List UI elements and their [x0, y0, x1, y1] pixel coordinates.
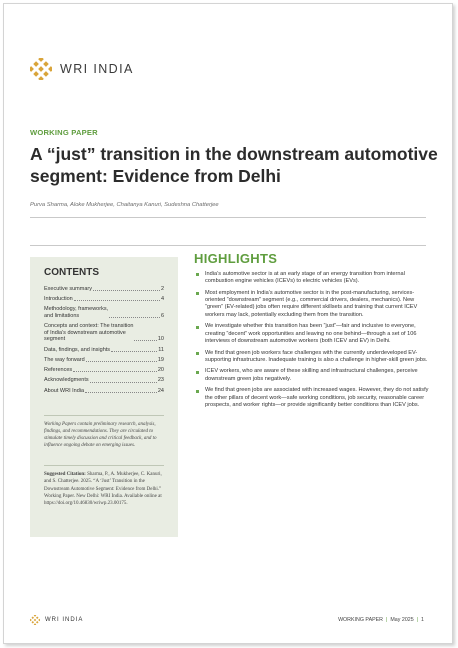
highlight-item: We find that green jobs are associated with increased wages. However, they do not satisfy the other pillars of decent work—safe working conditions, job security, reasonable career prospects, and worker rights—or provide significantly better conditions than ICEV jobs. [194, 387, 432, 409]
highlight-item: Most employment in India’s automotive sector is in the post-manufacturing, services-oriented “downstream” segment (e.g., commercial drivers, dealers, mechanics). New “green” (EV-related) jobs often require different skillsets and training that current ICEV workers may lack, potentially excluding them from the transition. [194, 290, 432, 319]
footer-org-name: WRI INDIA [45, 617, 84, 623]
toc-item[interactable]: Acknowledgments 23 [44, 377, 164, 384]
highlight-item: India’s automotive sector is at an early stage of an energy transition from internal combustion engine vehicles (ICEVs) to electric vehicles (EVs). [194, 271, 432, 286]
contents-heading: CONTENTS [44, 267, 99, 278]
footer-doc-type: WORKING PAPER [338, 617, 383, 623]
wri-diamond-logo-icon [30, 58, 52, 80]
toc-item[interactable]: Methodology, frameworks, and limitations 6 [44, 306, 164, 319]
citation-label: Suggested Citation: [44, 472, 86, 477]
authors: Purva Sharma, Aloke Mukherjee, Chaitanya Kanuri, Sudeshna Chatterjee [30, 202, 219, 208]
working-paper-note: Working Papers contain preliminary research, analysis, findings, and recommendations. They are circulated to stimulate timely discussion and critical feedback, and to influence ongoing debate on emerging issues. [44, 422, 157, 449]
table-of-contents [44, 282, 164, 394]
page-number: 1 [421, 617, 424, 623]
page-title: A “just” transition in the downstream automotive segment: Evidence from Delhi [30, 144, 438, 186]
highlights-list [194, 271, 432, 414]
footer-separator: | [416, 617, 419, 623]
document-page [3, 3, 453, 644]
toc-item[interactable]: Introduction 4 [44, 295, 164, 302]
divider [30, 217, 426, 218]
sidebar-divider [44, 415, 164, 416]
toc-item[interactable]: Concepts and context: The transition of India’s downstream automotive segment 10 [44, 323, 164, 343]
header-logo [30, 58, 134, 80]
toc-item[interactable]: The way forward 19 [44, 356, 164, 363]
toc-item[interactable]: Executive summary 2 [44, 285, 164, 292]
footer-date: May 2025 [390, 617, 414, 623]
suggested-citation [44, 471, 166, 507]
footer-meta [338, 617, 424, 623]
wri-diamond-logo-icon [30, 615, 40, 625]
highlights-heading: HIGHLIGHTS [194, 251, 278, 266]
highlight-item: ICEV workers, who are aware of these skilling and infrastructural challenges, perceive downstream green jobs negatively. [194, 368, 432, 383]
toc-item[interactable]: References 20 [44, 367, 164, 374]
footer-separator: | [386, 617, 388, 623]
org-name: WRI INDIA [60, 62, 134, 76]
doc-type-label: WORKING PAPER [30, 128, 98, 137]
highlight-item: We find that green job workers face challenges with the currently underdeveloped EV-supporting infrastructure. Inadequate training is also a challenge in higher-skill green jobs. [194, 350, 432, 365]
highlight-item: We investigate whether this transition has been “just”—fair and inclusive to everyone, creating “decent” work opportunities and leaving no one behind—through a set of 106 interviews of downstream automotive workers (both ICEV and EV) in Delhi. [194, 323, 432, 345]
toc-item[interactable]: Data, findings, and insights 11 [44, 346, 164, 353]
citation-text: Sharma, P., A. Mukherjee, C. Kanuri, and S. Chatterjee. 2025. “A ‘Just’ Transition in the Downstream Automotive Segment: Evidence from Delhi.” Working Paper. New Delhi: WRI India. Available online at https://doi.org/10.46830/wriwp.23.00175. [44, 472, 162, 507]
contents-sidebar [30, 257, 178, 537]
footer-logo [30, 615, 83, 625]
toc-item[interactable]: About WRI India 24 [44, 387, 164, 394]
divider [30, 245, 426, 246]
sidebar-divider [44, 465, 164, 466]
